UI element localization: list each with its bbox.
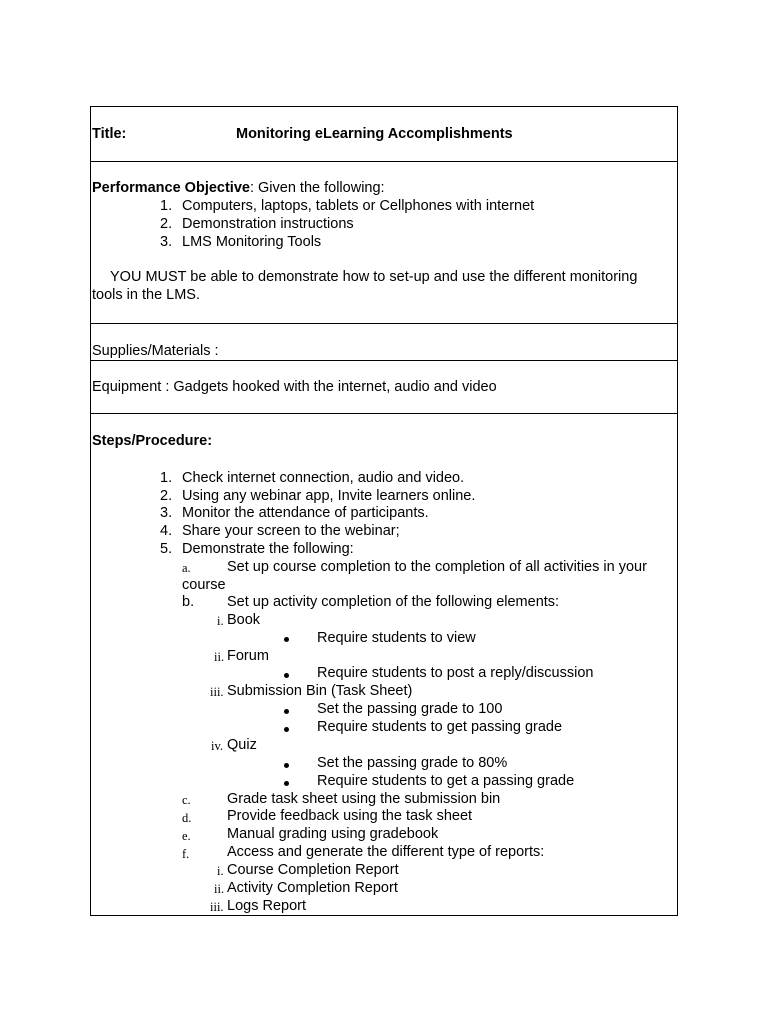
job-sheet-table [90, 106, 678, 916]
step-num: 1. [160, 470, 173, 486]
element-item: Forum [227, 648, 269, 664]
supplies-label: Supplies/Materials : [92, 343, 219, 359]
divider [91, 360, 677, 361]
objective-statement: YOU MUST be able to demonstrate how to set-up and use the different monitoring [110, 269, 638, 285]
substep-text: Manual grading using gradebook [227, 826, 439, 842]
bullet-text: Require students to get a passing grade [317, 773, 575, 789]
step-num: 2. [160, 488, 173, 504]
step-num: 5. [160, 541, 173, 557]
substep-text: Set up course completion to the completion of all activities in your [227, 559, 647, 575]
bullet-icon [284, 709, 289, 714]
divider [91, 161, 677, 162]
substep-text: Set up activity completion of the following elements: [227, 594, 560, 610]
report-item: Logs Report [227, 898, 306, 914]
bullet-icon [284, 727, 289, 732]
title-label: Title: [92, 126, 127, 142]
substep-label: f. [182, 847, 190, 861]
roman-num: iii. [210, 685, 224, 699]
roman-num: i. [217, 864, 224, 878]
objective-item-num: 1. [160, 198, 173, 214]
equipment-label: Equipment : Gadgets hooked with the internet, audio and video [92, 379, 497, 395]
substep-text: Access and generate the different type of reports: [227, 844, 545, 860]
step-num: 3. [160, 505, 173, 521]
roman-num: iii. [210, 900, 224, 914]
substep-text: Grade task sheet using the submission bin [227, 791, 501, 807]
element-item: Book [227, 612, 261, 628]
bullet-text: Require students to view [317, 630, 476, 646]
bullet-icon [284, 781, 289, 786]
roman-num: i. [217, 614, 224, 628]
bullet-text: Set the passing grade to 100 [317, 701, 503, 717]
divider [91, 413, 677, 414]
roman-num: iv. [211, 739, 224, 753]
substep-label: c. [182, 793, 191, 807]
objective-label: Performance Objective [92, 180, 250, 196]
step-item: Monitor the attendance of participants. [182, 505, 429, 521]
objective-item: Computers, laptops, tablets or Cellphones with internet [182, 198, 535, 214]
divider [91, 323, 677, 324]
step-item: Using any webinar app, Invite learners online. [182, 488, 476, 504]
bullet-text: Require students to post a reply/discussion [317, 665, 594, 681]
report-item: Course Completion Report [227, 862, 399, 878]
bullet-icon [284, 763, 289, 768]
roman-num: ii. [214, 650, 225, 664]
element-item: Quiz [227, 737, 257, 753]
objective-item: Demonstration instructions [182, 216, 354, 232]
report-item: Activity Completion Report [227, 880, 398, 896]
step-item: Demonstrate the following: [182, 541, 354, 557]
step-num: 4. [160, 523, 173, 539]
step-item: Check internet connection, audio and video. [182, 470, 465, 486]
substep-text: Provide feedback using the task sheet [227, 808, 473, 824]
substep-text-cont: course [182, 577, 226, 593]
page-title: Monitoring eLearning Accomplishments [236, 126, 513, 142]
step-item: Share your screen to the webinar; [182, 523, 400, 539]
bullet-icon [284, 673, 289, 678]
bullet-icon [284, 637, 289, 642]
objective-item: LMS Monitoring Tools [182, 234, 322, 250]
substep-label: a. [182, 561, 191, 575]
objective-item-num: 2. [160, 216, 173, 232]
element-item: Submission Bin (Task Sheet) [227, 683, 413, 699]
substep-label: e. [182, 829, 191, 843]
substep-label: d. [182, 811, 192, 825]
objective-item-num: 3. [160, 234, 173, 250]
steps-heading: Steps/Procedure: [92, 433, 213, 449]
objective-intro: : Given the following: [249, 180, 385, 196]
substep-label: b. [182, 594, 195, 610]
objective-heading [92, 180, 385, 197]
objective-statement-cont: tools in the LMS. [92, 287, 200, 303]
bullet-text: Set the passing grade to 80% [317, 755, 508, 771]
bullet-text: Require students to get passing grade [317, 719, 563, 735]
roman-num: ii. [214, 882, 225, 896]
